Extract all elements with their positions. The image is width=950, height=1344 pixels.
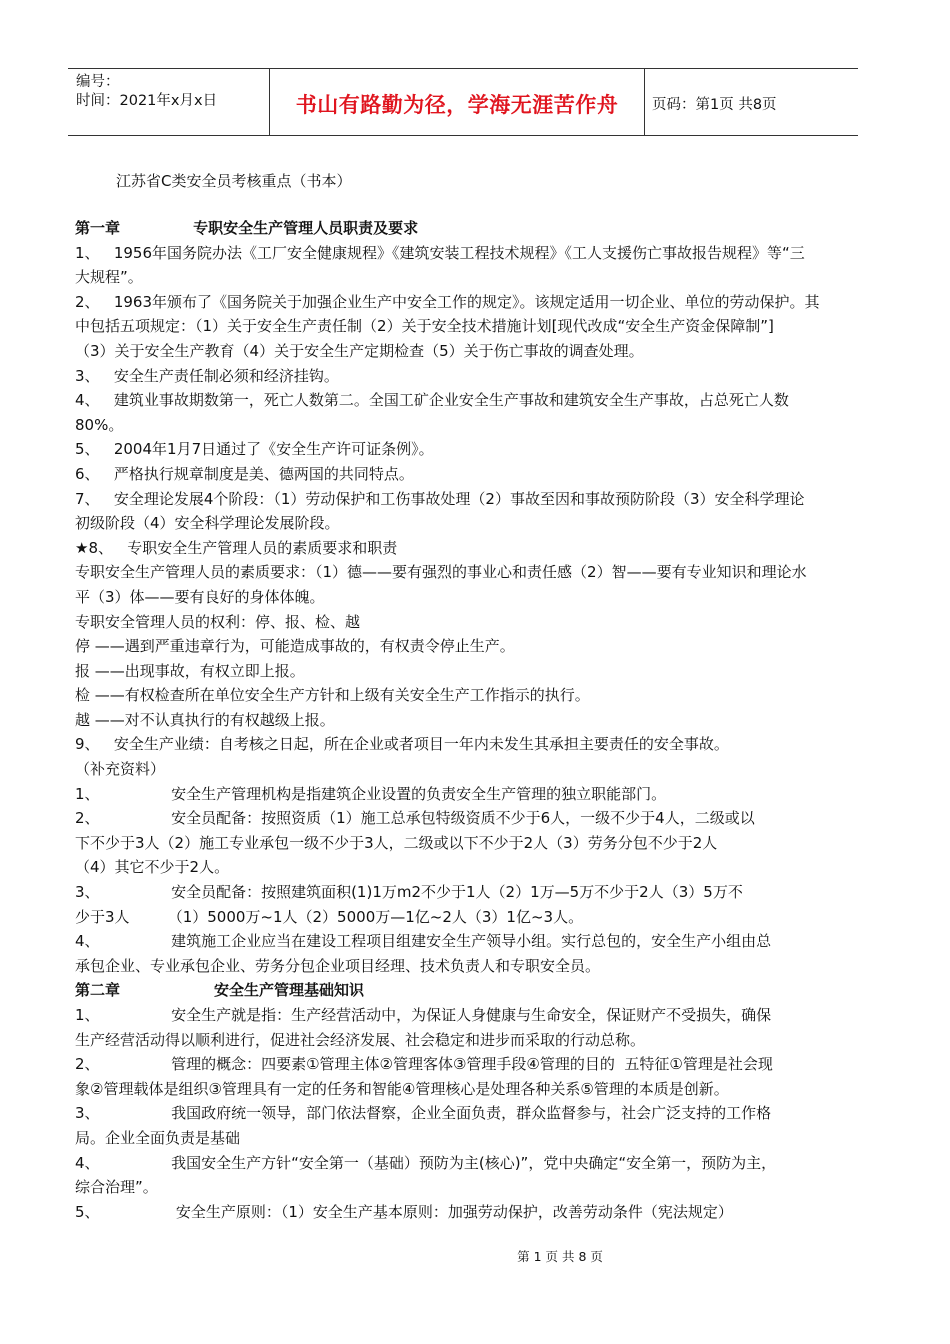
header-left-cell	[76, 73, 217, 111]
text-line: 4、 建筑业事故期数第一，死亡人数第二。全国工矿企业安全生产事故和建筑安全生产事故，占总死亡人数	[75, 391, 789, 410]
header-divider	[644, 69, 645, 135]
text-line: 5、 2004年1月7日通过了《安全生产许可证条例》。	[75, 440, 434, 459]
text-line: 综合治理”。	[75, 1178, 158, 1197]
text-line: 越 ——对不认真执行的有权越级上报。	[75, 710, 335, 729]
text-line: 4、 建筑施工企业应当在建设工程项目组建安全生产领导小组。实行总包的，安全生产小组由总	[75, 932, 772, 951]
text-line: 1、 1956年国务院办法《工厂安全健康规程》《建筑安装工程技术规程》《工人支援伤亡事故报告规程》等“三	[75, 243, 805, 262]
text-line: 象②管理载体是组织③管理具有一定的任务和智能④管理核心是处理各种关系⑤管理的本质是创新。	[75, 1079, 729, 1098]
text-line: 1、 安全生产管理机构是指建筑企业设置的负责安全生产管理的独立职能部门。	[75, 784, 667, 803]
text-line: 5、 安全生产原则：（1）安全生产基本原则：加强劳动保护，改善劳动条件（宪法规定）	[75, 1202, 733, 1221]
text-line: （3）关于安全生产教育（4）关于安全生产定期检查（5）关于伤亡事故的调查处理。	[75, 341, 644, 360]
text-line: 停 ——遇到严重违章行为，可能造成事故的，有权责令停止生产。	[75, 637, 515, 656]
text-line: 承包企业、专业承包企业、劳务分包企业项目经理、技术负责人和专职安全员。	[75, 956, 601, 975]
text-line: 7、 安全理论发展4个阶段：（1）劳动保护和工伤事故处理（2）事故至因和事故预防阶段（3）安全科学理论	[75, 489, 805, 508]
text-line: 9、 安全生产业绩：自考核之日起，所在企业或者项目一年内未发生其承担主要责任的安全事故。	[75, 735, 729, 754]
chapter-heading: 第一章 专职安全生产管理人员职责及要求	[75, 219, 419, 237]
text-line: 4、 我国安全生产方针“安全第一（基础）预防为主(核心)”，党中央确定“安全第一，预防为主，	[75, 1153, 777, 1172]
header-page-label: 页码：第1页 共8页	[652, 97, 777, 113]
text-line: 局。企业全面负责是基础	[75, 1128, 241, 1147]
text-line: 大规程”。	[75, 268, 143, 287]
text-line: 中包括五项规定：（1）关于安全生产责任制（2）关于安全技术措施计划[现代改成“安全生产资金保障制”]	[75, 317, 774, 336]
header-table	[68, 68, 858, 136]
text-line: 检 ——有权检查所在单位安全生产方针和上级有关安全生产工作指示的执行。	[75, 686, 590, 705]
text-line: （4）其它不少于2人。	[75, 858, 230, 877]
text-line: 3、 安全员配备：按照建筑面积(1)1万m2不少于1人（2）1万—5万不少于2人（3）5万不	[75, 883, 743, 902]
text-line: 生产经营活动得以顺利进行，促进社会经济发展、社会稳定和进步而采取的行动总称。	[75, 1030, 646, 1049]
text-line: 1、 安全生产就是指：生产经营活动中，为保证人身健康与生命安全，保证财产不受损失，确保	[75, 1006, 772, 1024]
text-line: 专职安全管理人员的权利：停、报、检、越	[75, 612, 361, 631]
text-line: ★8、 专职安全生产管理人员的素质要求和职责	[75, 538, 398, 557]
chapter-heading: 第二章 安全生产管理基础知识	[75, 981, 365, 1000]
text-line: 少于3人 （1）5000万~1人（2）5000万—1亿~2人（3）1亿~3人。	[75, 907, 584, 926]
text-line: 报 ——出现事故，有权立即上报。	[75, 661, 305, 680]
header-motto: 书山有路勤为径，学海无涯苦作舟	[295, 93, 619, 117]
text-line: 80%。	[75, 415, 124, 434]
text-line: 下不少于3人（2）施工专业承包一级不少于3人，二级或以下不少于2人（3）劳务分包不少于2人	[75, 833, 718, 852]
time-label: 时间：2021年x月x日	[76, 93, 218, 109]
text-line: 初级阶段（4）安全科学理论发展阶段。	[75, 514, 340, 533]
page-footer: 第 1 页 共 8 页	[517, 1249, 603, 1264]
document-body	[75, 216, 875, 1224]
text-line: （补充资料）	[75, 760, 166, 779]
document-title: 江苏省C类安全员考核重点（书本）	[116, 172, 352, 190]
text-line: 平（3）体——要有良好的身体体魄。	[75, 587, 325, 606]
number-label: 编号：	[76, 74, 120, 90]
text-line: 2、 安全员配备：按照资质（1）施工总承包特级资质不少于6人，一级不少于4人，二级或以	[75, 809, 755, 828]
text-line: 6、 严格执行规章制度是美、德两国的共同特点。	[75, 464, 414, 483]
text-line: 3、 安全生产责任制必须和经济挂钩。	[75, 366, 339, 385]
text-line: 2、 1963年颁布了《国务院关于加强企业生产中安全工作的规定》。该规定适用一切企业、单位的劳动保护。其	[75, 292, 820, 311]
text-line: 2、 管理的概念：四要素①管理主体②管理客体③管理手段④管理的目的 五特征①管理是社会现	[75, 1055, 773, 1074]
text-line: 3、 我国政府统一领导，部门依法督察，企业全面负责，群众监督参与，社会广泛支持的工作格	[75, 1104, 772, 1123]
text-line: 专职安全生产管理人员的素质要求：（1）德——要有强烈的事业心和责任感（2）智——要有专业知识和理论水	[75, 563, 807, 582]
